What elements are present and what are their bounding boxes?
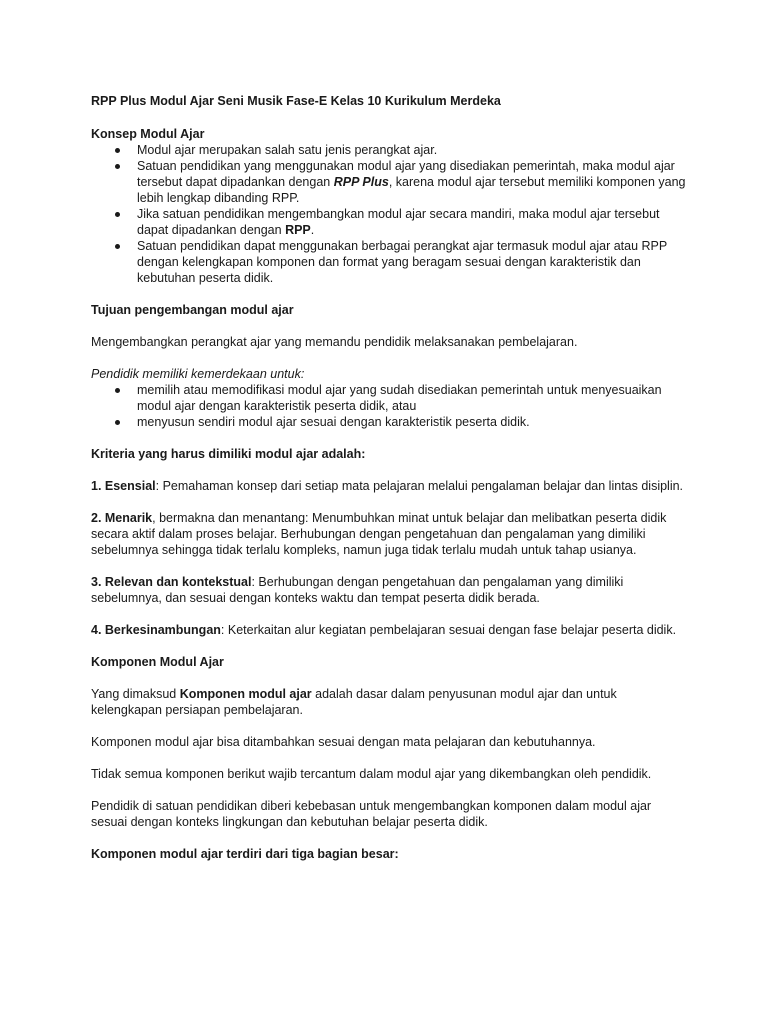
heading-kriteria: Kriteria yang harus dimiliki modul ajar adalah: <box>91 447 366 461</box>
bullet-icon <box>115 212 120 217</box>
komponen-intro-pre: Yang dimaksud <box>91 687 180 701</box>
list-item-text-pre: Jika satuan pendidikan mengembangkan modul ajar secara mandiri, maka modul ajar tersebut dapat dipadankan dengan <box>137 207 660 237</box>
kriteria-label: 2. Menarik <box>91 511 153 525</box>
list-item <box>91 382 688 414</box>
list-item <box>91 158 688 206</box>
list-item-text: Satuan pendidikan dapat menggunakan berbagai perangkat ajar termasuk modul ajar atau RPP dengan kelengkapan komponen dan format yang beragam sesuai dengan karakteristik dan kebutuhan peserta didik. <box>137 239 667 285</box>
rpp-plus-emphasis: RPP Plus <box>333 175 389 189</box>
kriteria-label: 4. Berkesinambungan <box>91 623 221 637</box>
kriteria-text: , bermakna dan menantang: Menumbuhkan minat untuk belajar dan melibatkan peserta didik secara aktif dalam proses belajar. Berhubungan dengan pengetahuan dan pengalaman yang dimiliki sebelumnya sehingga tidak terlalu kompleks, namun juga tidak terlalu mudah untuk tahap usianya. <box>91 511 667 557</box>
heading-tujuan: Tujuan pengembangan modul ajar <box>91 303 294 317</box>
komponen-intro-bold: Komponen modul ajar <box>179 687 312 701</box>
bullet-icon <box>115 148 120 153</box>
document-title: RPP Plus Modul Ajar Seni Musik Fase-E Kelas 10 Kurikulum Merdeka <box>91 94 501 108</box>
bullet-icon <box>115 244 120 249</box>
kriteria-item-1 <box>91 478 688 494</box>
list-item-text: Modul ajar merupakan salah satu jenis perangkat ajar. <box>137 143 438 157</box>
list-item-text-post: , karena modul ajar tersebut memiliki komponen yang lebih lengkap dibanding RPP. <box>137 175 686 205</box>
komponen-paragraph-2: Komponen modul ajar bisa ditambahkan sesuai dengan mata pelajaran dan kebutuhannya. <box>91 735 596 749</box>
heading-komponen-bagian: Komponen modul ajar terdiri dari tiga bagian besar: <box>91 847 399 861</box>
konsep-list <box>91 142 688 286</box>
list-item-text-post: . <box>310 223 315 237</box>
kriteria-item-2 <box>91 510 688 558</box>
bullet-icon <box>115 420 120 425</box>
kriteria-label: 1. Esensial <box>91 479 156 493</box>
kriteria-label: 3. Relevan dan kontekstual <box>91 575 252 589</box>
tujuan-list <box>91 382 688 430</box>
kriteria-item-3 <box>91 574 688 606</box>
list-item-text-pre: Satuan pendidikan yang menggunakan modul ajar yang disediakan pemerintah, maka modul ajar tersebut dapat dipadankan dengan <box>137 159 675 189</box>
kriteria-text: : Berhubungan dengan pengetahuan dan pengalaman yang dimiliki sebelumnya, dan sesuai dengan konteks waktu dan tempat peserta didik berada. <box>91 575 624 605</box>
list-item <box>91 206 688 238</box>
komponen-intro <box>91 686 688 718</box>
list-item <box>91 142 688 158</box>
tujuan-paragraph: Mengembangkan perangkat ajar yang memandu pendidik melaksanakan pembelajaran. <box>91 335 578 349</box>
kriteria-text: : Pemahaman konsep dari setiap mata pelajaran melalui pengalaman belajar dan lintas disiplin. <box>155 479 684 493</box>
list-item-text: menyusun sendiri modul ajar sesuai dengan karakteristik peserta didik. <box>137 415 530 429</box>
kriteria-text: : Keterkaitan alur kegiatan pembelajaran sesuai dengan fase belajar peserta didik. <box>220 623 677 637</box>
list-item-text: memilih atau memodifikasi modul ajar yang sudah disediakan pemerintah untuk menyesuaikan modul ajar dengan karakteristik peserta didik, atau <box>137 383 662 413</box>
kriteria-item-4 <box>91 622 688 638</box>
komponen-intro-post: adalah dasar dalam penyusunan modul ajar dan untuk kelengkapan persiapan pembelajaran. <box>91 687 617 717</box>
bullet-icon <box>115 164 120 169</box>
komponen-paragraph-4: Pendidik di satuan pendidikan diberi kebebasan untuk mengembangkan komponen dalam modul ajar sesuai dengan konteks lingkungan dan kebutuhan belajar peserta didik. <box>91 799 652 829</box>
list-item <box>91 238 688 286</box>
list-item <box>91 414 688 430</box>
rpp-emphasis: RPP <box>285 223 311 237</box>
heading-konsep: Konsep Modul Ajar <box>91 127 205 141</box>
bullet-icon <box>115 388 120 393</box>
heading-komponen: Komponen Modul Ajar <box>91 655 224 669</box>
tujuan-italic-intro: Pendidik memiliki kemerdekaan untuk: <box>91 367 305 381</box>
komponen-paragraph-3: Tidak semua komponen berikut wajib tercantum dalam modul ajar yang dikembangkan oleh pendidik. <box>91 767 652 781</box>
